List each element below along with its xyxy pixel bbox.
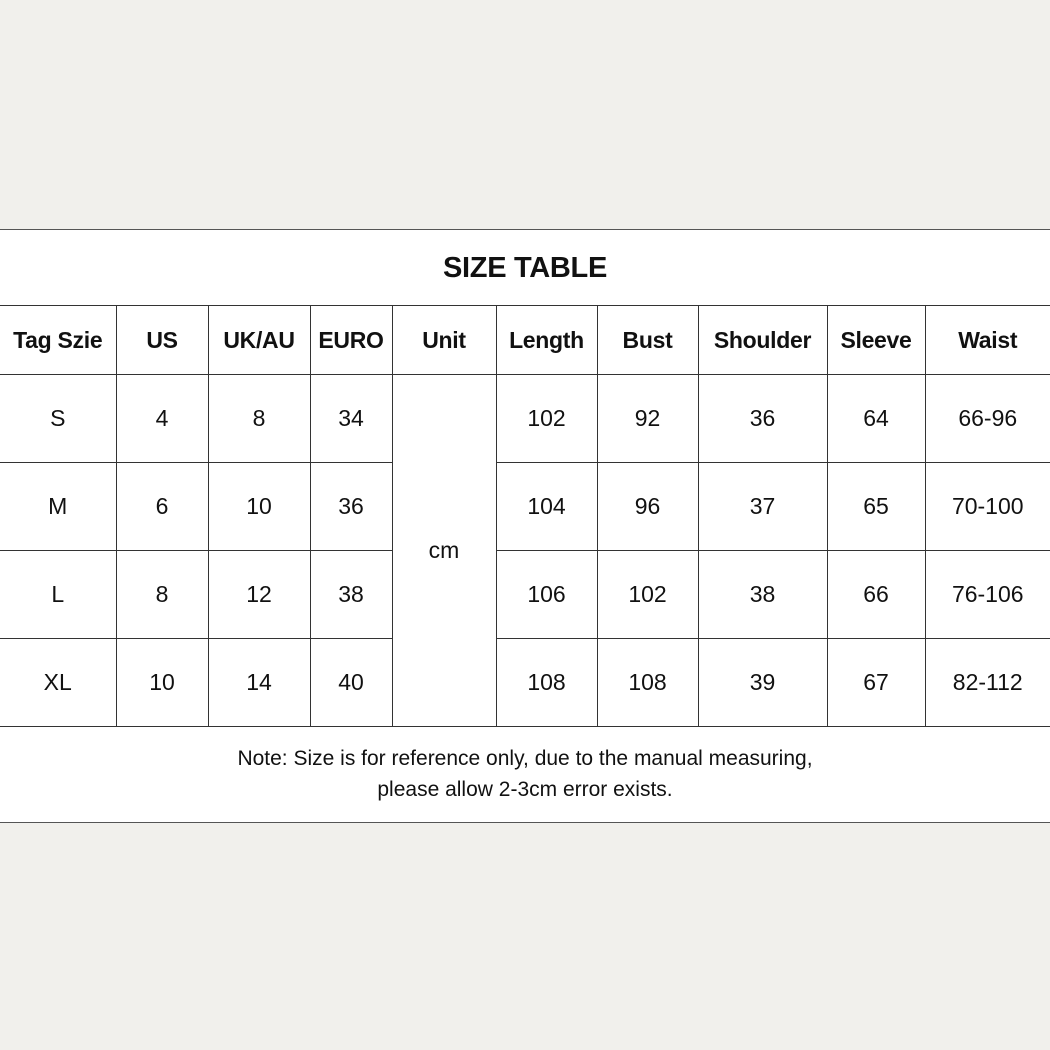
- cell-shoulder: 38: [698, 551, 827, 639]
- size-table-panel: [0, 229, 1050, 823]
- cell-euro: 36: [310, 463, 392, 551]
- cell-length: 104: [496, 463, 597, 551]
- table-row: [0, 551, 1050, 639]
- note-line-1: Note: Size is for reference only, due to the manual measuring,: [237, 747, 813, 770]
- table-row: [0, 639, 1050, 727]
- cell-shoulder: 36: [698, 375, 827, 463]
- cell-sleeve: 67: [827, 639, 925, 727]
- cell-bust: 108: [597, 639, 698, 727]
- cell-uk-au: 10: [208, 463, 310, 551]
- cell-tag-size: XL: [0, 639, 116, 727]
- cell-euro: 34: [310, 375, 392, 463]
- cell-us: 10: [116, 639, 208, 727]
- cell-uk-au: 14: [208, 639, 310, 727]
- column-header-bust: Bust: [597, 306, 698, 375]
- reference-note: [0, 743, 1050, 805]
- cell-us: 8: [116, 551, 208, 639]
- cell-bust: 92: [597, 375, 698, 463]
- cell-waist: 66-96: [925, 375, 1050, 463]
- column-header-us: US: [116, 306, 208, 375]
- cell-shoulder: 39: [698, 639, 827, 727]
- table-row: [0, 463, 1050, 551]
- cell-length: 102: [496, 375, 597, 463]
- column-header-unit: Unit: [392, 306, 496, 375]
- cell-waist: 76-106: [925, 551, 1050, 639]
- cell-length: 106: [496, 551, 597, 639]
- column-header-uk-au: UK/AU: [208, 306, 310, 375]
- cell-waist: 82-112: [925, 639, 1050, 727]
- cell-us: 4: [116, 375, 208, 463]
- cell-length: 108: [496, 639, 597, 727]
- cell-sleeve: 66: [827, 551, 925, 639]
- cell-unit: cm: [392, 375, 496, 727]
- header-row: [0, 306, 1050, 375]
- size-table: [0, 305, 1050, 727]
- cell-bust: 96: [597, 463, 698, 551]
- cell-uk-au: 8: [208, 375, 310, 463]
- note-line-2: please allow 2-3cm error exists.: [377, 778, 673, 801]
- page-title: SIZE TABLE: [442, 252, 608, 284]
- cell-bust: 102: [597, 551, 698, 639]
- cell-uk-au: 12: [208, 551, 310, 639]
- cell-tag-size: L: [0, 551, 116, 639]
- column-header-sleeve: Sleeve: [827, 306, 925, 375]
- table-row: [0, 375, 1050, 463]
- cell-us: 6: [116, 463, 208, 551]
- column-header-length: Length: [496, 306, 597, 375]
- cell-tag-size: S: [0, 375, 116, 463]
- column-header-euro: EURO: [310, 306, 392, 375]
- cell-euro: 38: [310, 551, 392, 639]
- cell-waist: 70-100: [925, 463, 1050, 551]
- column-header-shoulder: Shoulder: [698, 306, 827, 375]
- column-header-waist: Waist: [925, 306, 1050, 375]
- column-header-tag-size: Tag Szie: [0, 306, 116, 375]
- cell-sleeve: 64: [827, 375, 925, 463]
- cell-sleeve: 65: [827, 463, 925, 551]
- cell-tag-size: M: [0, 463, 116, 551]
- cell-shoulder: 37: [698, 463, 827, 551]
- cell-euro: 40: [310, 639, 392, 727]
